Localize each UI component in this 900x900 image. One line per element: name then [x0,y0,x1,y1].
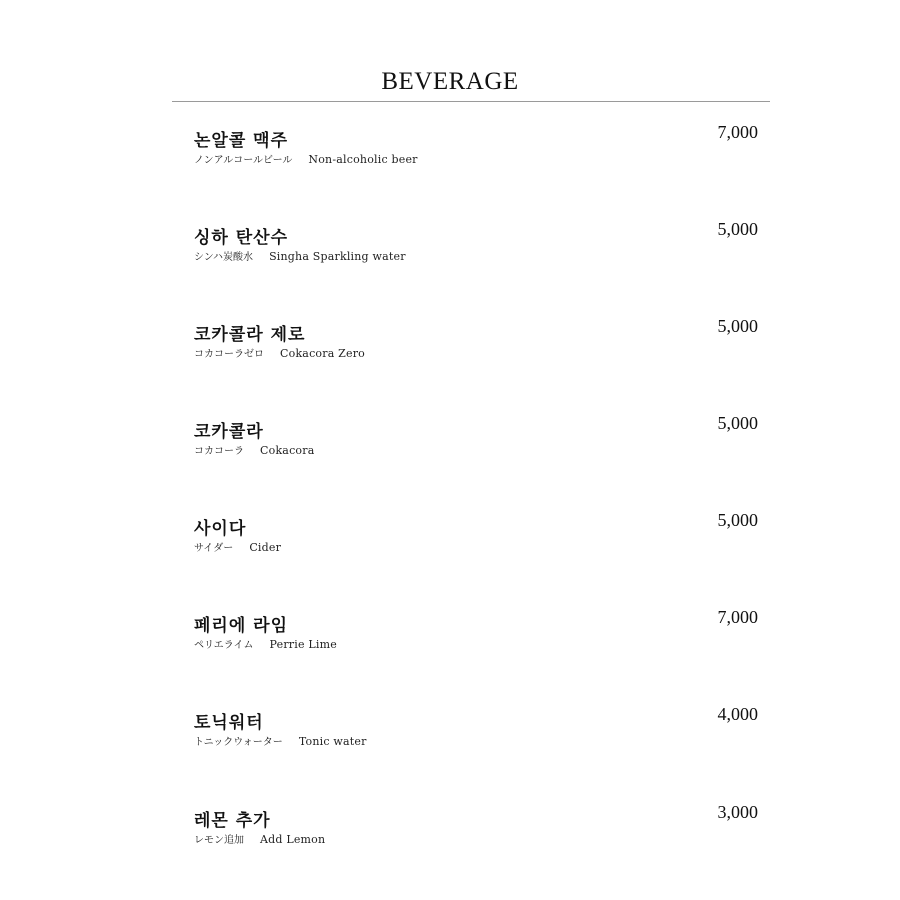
item-subtitle [194,831,325,846]
item-name-japanese: シンハ炭酸水 [194,252,254,263]
item-name-japanese: ペリエライム [194,640,254,651]
menu-item-non-alcoholic-beer [194,122,758,170]
item-name-korean: 토닉워터 [194,713,264,733]
item-subtitle [194,636,337,651]
item-subtitle [194,442,314,457]
menu-item-singha-sparkling-water [194,219,758,267]
item-name-english: Singha Sparkling water [269,250,406,263]
menu-item-tonic-water [194,704,758,752]
item-name-korean: 레몬 추가 [194,811,271,831]
item-name-english: Tonic water [298,735,367,748]
menu-item-cokacora [194,413,758,461]
item-name-japanese: トニックウォーター [194,737,283,748]
item-price: 5,000 [717,316,758,336]
menu-item-perrie-lime [194,607,758,655]
item-name-korean: 사이다 [194,519,247,539]
item-name-japanese: レモン追加 [194,835,244,846]
item-name-english: Perrie Lime [269,638,337,651]
item-subtitle [194,733,367,748]
item-name-japanese: コカコーラ [194,446,244,457]
menu-item-cokacora-zero [194,316,758,364]
item-name-english: Cokacora [260,444,315,457]
item-name-japanese: コカコーラゼロ [194,349,264,360]
item-price: 5,000 [717,413,758,433]
item-price: 3,000 [717,802,758,822]
item-subtitle [194,539,281,554]
item-price: 4,000 [717,704,758,724]
menu-title: BEVERAGE [381,68,519,95]
item-price: 7,000 [717,607,758,627]
menu-item-add-lemon [194,802,758,850]
item-name-japanese: ノンアルコールビール [194,155,293,166]
item-price: 5,000 [717,510,758,530]
item-name-japanese: サイダー [194,543,234,554]
item-name-korean: 코카콜라 제로 [194,325,306,345]
item-name-korean: 코카콜라 [194,422,264,442]
item-name-korean: 페리에 라임 [194,616,289,636]
item-name-korean: 논알콜 맥주 [194,131,289,151]
item-subtitle [194,345,365,360]
item-name-english: Add Lemon [260,833,326,846]
item-name-korean: 싱하 탄산수 [194,228,289,248]
item-subtitle [194,151,418,166]
item-name-english: Non-alcoholic beer [308,153,418,166]
item-price: 7,000 [717,122,758,142]
item-name-english: Cokacora Zero [280,347,365,360]
item-name-english: Cider [249,541,282,554]
item-subtitle [194,248,406,263]
item-price: 5,000 [717,219,758,239]
menu-item-cider [194,510,758,558]
